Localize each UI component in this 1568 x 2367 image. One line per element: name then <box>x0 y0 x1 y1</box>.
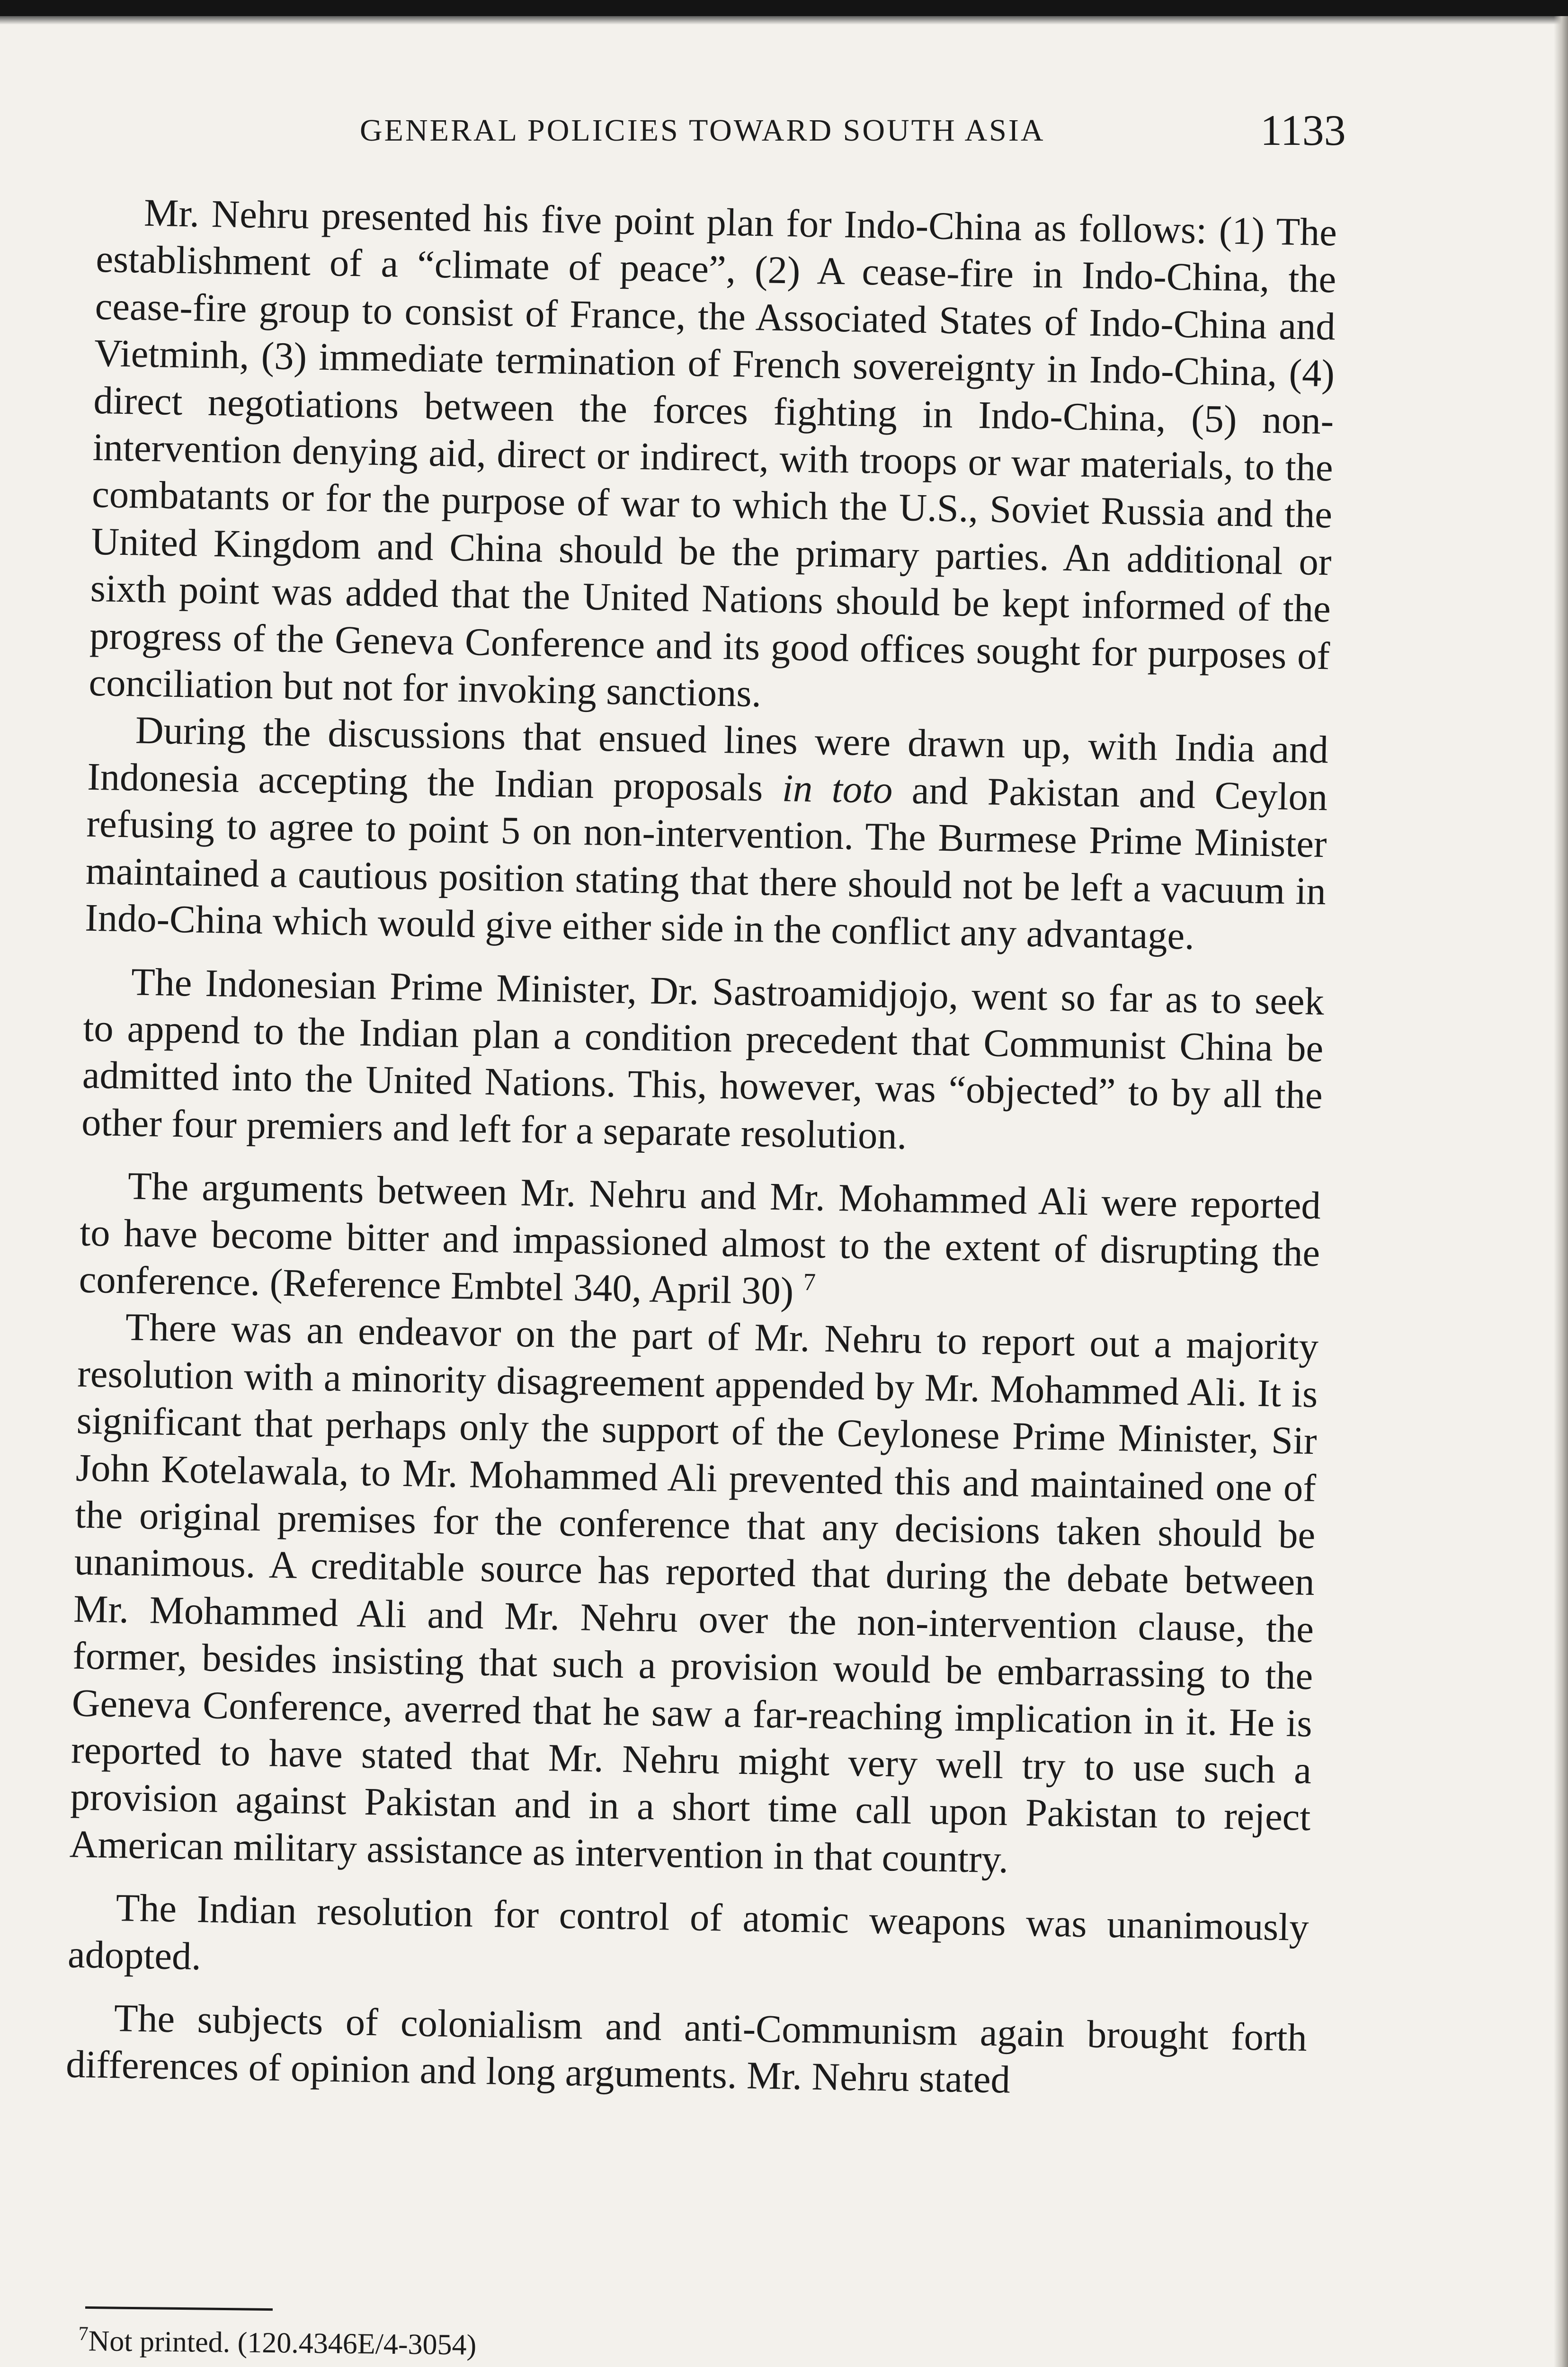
footnote-reference[interactable]: 7 <box>803 1268 816 1296</box>
footnote-divider <box>85 2306 273 2311</box>
paragraph-2-text-a: During the discussions that ensued lines were drawn up, with India and Indonesia accepting the Indian proposals <box>87 708 1329 810</box>
footnote <box>78 2323 476 2362</box>
scan-top-border <box>0 0 1568 16</box>
paragraph-2-italic: in toto <box>782 766 893 811</box>
paragraph-1: Mr. Nehru presented his five point plan for Indo-China as follows: (1) The establishment of a “climate of peace”, (2) A cease-fire in Indo-China, the cease-fire group to consist of France, the Associated States of Indo-China and Vietminh, (3) immediate termination of French sovereignty in Indo-China, (4) direct negotiations between the forces fighting in Indo-China, (5) non-intervention denying aid, direct or indirect, with troops or war materials, to the combatants or for the purpose of war to which the U.S., Soviet Russia and the United Kingdom and China should be the primary parties. An additional or sixth point was added that the United Nations should be kept informed of the progress of the Geneva Conference and its good offices sought for purposes of conciliation but not for invoking sanctions. <box>88 190 1337 715</box>
footnote-number: 7 <box>78 2323 89 2345</box>
page-number: 1133 <box>1260 106 1346 154</box>
scan-right-edge <box>1554 16 1568 2367</box>
paragraph-2 <box>85 706 1329 961</box>
paragraph-3: The Indonesian Prime Minister, Dr. Sastroamidjojo, went so far as to seek to append to the Indian plan a condition precedent that Communist China be admitted into the United Nations. This, however, was “objected” to by all the other four premiers and left for a separate resolution. <box>81 959 1325 1157</box>
main-text <box>65 188 1337 2109</box>
footnote-text: Not printed. (120.4346E/4-3054) <box>88 2325 477 2361</box>
paragraph-2-text-b: and Pakistan and Ceylon refusing to agree to point 5 on non-intervention. The Burmese Prime Minister maintained a cautious position stating that there should not be left a vacuum in Indo-China which would give either side in the conflict any advantage. <box>84 767 1328 958</box>
paragraph-4-text: The arguments between Mr. Nehru and Mr. Mohammed Ali were reported to have become bitter and impassioned almost to the extent of disrupting the conference. (Reference Embtel 340, April 30) <box>79 1164 1321 1313</box>
running-title: GENERAL POLICIES TOWARD SOUTH ASIA <box>360 113 1045 148</box>
paragraph-6: The Indian resolution for control of atomic weapons was unanimously adopted. <box>67 1886 1310 1978</box>
paragraph-7: The subjects of colonialism and anti-Communism again brought forth differences of opinion and long arguments. Mr. Nehru stated <box>65 1996 1308 2101</box>
scan-top-shadow <box>0 16 1568 25</box>
paragraph-5: There was an endeavor on the part of Mr. Nehru to report out a majority resolution with a minority disagreement appended by Mr. Mohammed Ali. It is significant that perhaps only the support of the Ceylonese Prime Minister, Sir John Kotelawala, to Mr. Mohammed Ali prevented this and maintained one of the original premises for the conference that any decisions taken should be unanimous. A creditable source has reported that during the debate between Mr. Mohammed Ali and Mr. Nehru over the non-intervention clause, the former, besides insisting that such a provision would be embarrassing to the Geneva Conference, averred that he saw a far-reaching implication in it. He is reported to have stated that Mr. Nehru might very well try to use such a provision against Pakistan and in a short time call upon Pakistan to reject American military assistance as intervention in that country. <box>69 1305 1319 1881</box>
paragraph-4 <box>79 1162 1321 1324</box>
